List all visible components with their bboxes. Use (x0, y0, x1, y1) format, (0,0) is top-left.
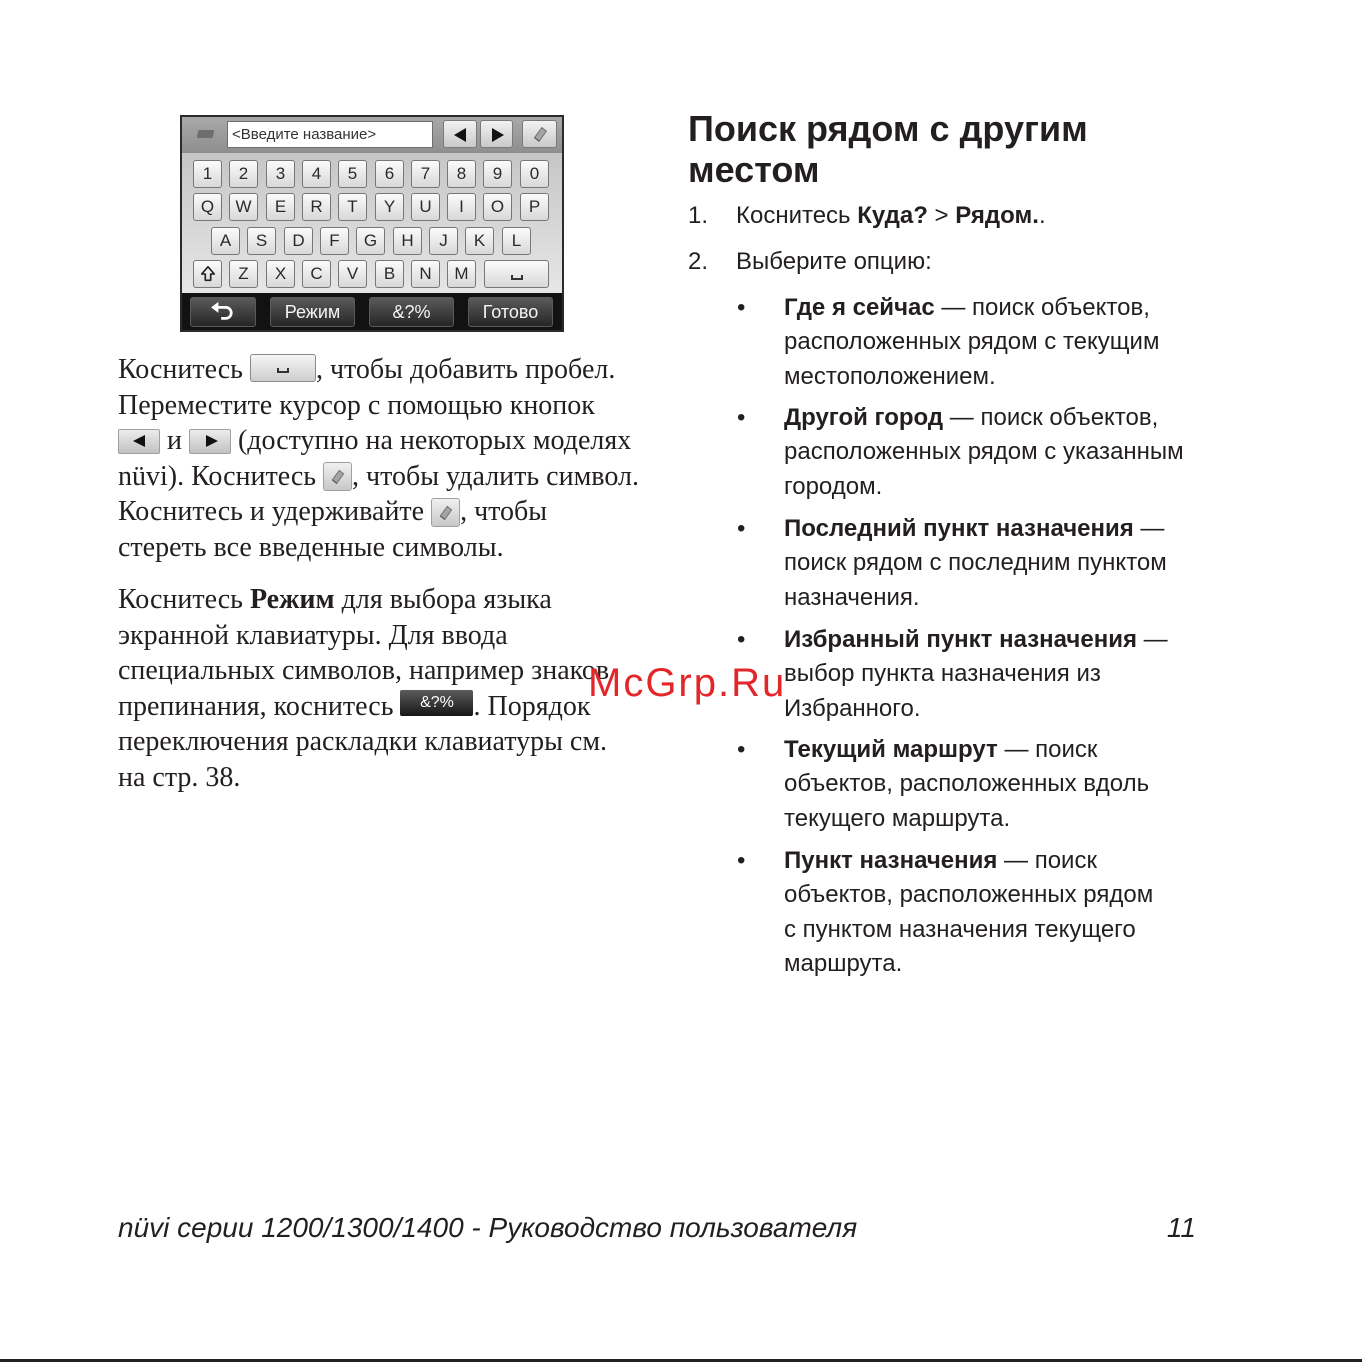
step-1-separator: > (927, 202, 956, 229)
step-number: 2. (688, 248, 709, 275)
bullet-line: с пунктом назначения текущего (784, 915, 1136, 943)
bullet-line (784, 291, 1159, 325)
bullet-marker: • (737, 515, 746, 542)
bullet-destination (688, 844, 1153, 981)
bullet-line (784, 844, 1153, 878)
key-3: 3 (266, 160, 295, 188)
key-w: W (229, 193, 258, 221)
keyboard-bottom-bar (182, 293, 562, 330)
bullet-line (784, 512, 1167, 546)
para1-line3 (118, 423, 639, 459)
key-b: B (375, 260, 404, 288)
key-a: A (211, 227, 240, 255)
watermark: McGrp.Ru (588, 661, 787, 705)
para2-line4 (118, 689, 609, 725)
keyboard-screenshot (180, 115, 564, 332)
bullet-term: Где я сейчас (784, 294, 935, 321)
para2-line4-start: препинания, коснитесь (118, 690, 401, 722)
space-key-icon (250, 354, 316, 382)
step-1-touch: Коснитесь (736, 202, 858, 229)
key-q: Q (193, 193, 222, 221)
para2-line4-end: . Порядок (473, 690, 591, 722)
key-4: 4 (302, 160, 331, 188)
bullet-term: Другой город (784, 404, 944, 431)
bullet-line: назначения. (784, 583, 920, 611)
key-i: I (447, 193, 476, 221)
bullet-desc: — поиск объектов, (934, 294, 1150, 321)
bullet-line: маршрута. (784, 949, 903, 977)
bullet-line (784, 733, 1149, 767)
key-e: E (266, 193, 295, 221)
delete-button (522, 120, 557, 148)
key-n: N (411, 260, 440, 288)
para1-line4-end: , чтобы удалить символ. (352, 460, 639, 492)
bullet-marker: • (737, 404, 746, 431)
key-y: Y (375, 193, 404, 221)
para2-line6: на стр. 38. (118, 761, 241, 793)
bullet-marker: • (737, 294, 746, 321)
key-h: H (393, 227, 422, 255)
section-heading: Поиск рядом с другим местом (688, 108, 1088, 190)
paragraph-keyboard-mode (118, 582, 609, 796)
right-arrow-icon (492, 128, 504, 142)
cursor-right-button (480, 120, 513, 148)
key-u: U (411, 193, 440, 221)
para1-line4 (118, 459, 639, 495)
delete-icon (431, 498, 460, 527)
bullet-line: поиск рядом с последним пунктом (784, 549, 1167, 577)
key-1: 1 (193, 160, 222, 188)
left-arrow-icon (454, 128, 466, 142)
bullet-desc: — поиск (997, 847, 1097, 874)
key-5: 5 (338, 160, 367, 188)
key-k: K (465, 227, 494, 255)
key-j: J (429, 227, 458, 255)
para2-line1-start: Коснитесь (118, 584, 250, 615)
step-1-text (736, 199, 1046, 233)
key-s: S (247, 227, 276, 255)
key-o: O (483, 193, 512, 221)
bullet-term: Текущий маршрут (784, 736, 998, 763)
keyboard-keys-area (182, 153, 562, 293)
para1-line5 (118, 494, 639, 530)
page-number: 11 (1166, 1212, 1196, 1243)
para2-line1-end: для выбора языка (334, 584, 552, 615)
mode-button: Режим (270, 297, 355, 327)
bullet-desc: — (1133, 515, 1165, 542)
keyboard-icon (195, 127, 215, 141)
key-c: C (302, 260, 331, 288)
bullet-desc: — поиск объектов, (943, 404, 1159, 431)
key-x: X (266, 260, 295, 288)
key-9: 9 (483, 160, 512, 188)
para2-line5: переключения раскладки клавиатуры см. (118, 726, 608, 758)
bullet-other-city (688, 401, 1184, 504)
para2-line1 (118, 582, 609, 618)
para2-line3: специальных символов, например знаков (118, 655, 610, 687)
step-1 (688, 199, 1046, 233)
bullet-term: Избранный пункт назначения (784, 626, 1137, 653)
back-arrow-icon (209, 301, 237, 323)
key-f: F (320, 227, 349, 255)
space-icon (511, 275, 523, 280)
bullet-desc: — (1136, 626, 1168, 653)
step-number: 1. (688, 202, 709, 229)
name-input: <Введите название> (227, 121, 433, 148)
back-button (190, 297, 256, 327)
key-7: 7 (411, 160, 440, 188)
bullet-line: расположенных рядом с указанным (784, 438, 1184, 466)
right-arrow-icon (189, 429, 231, 454)
step-2-text: Выберите опцию: (736, 248, 932, 275)
shift-key (193, 260, 222, 288)
bullet-line: местоположением. (784, 362, 996, 390)
key-r: R (302, 193, 331, 221)
para1-line4-start: nüvi). Коснитесь (118, 460, 324, 492)
para1-line1 (118, 352, 639, 388)
para2-mode-term: Режим (249, 584, 335, 615)
bullet-desc: — поиск (997, 736, 1098, 763)
bullet-line: текущего маршрута. (784, 804, 1011, 832)
key-g: G (356, 227, 385, 255)
key-d: D (284, 227, 313, 255)
bullet-marker: • (737, 847, 746, 874)
keyboard-top-bar (182, 117, 562, 153)
step-2 (688, 245, 932, 279)
step-1-where-to: Куда? (857, 202, 928, 229)
key-p: P (520, 193, 549, 221)
key-0: 0 (520, 160, 549, 188)
delete-icon (529, 123, 551, 145)
key-6: 6 (375, 160, 404, 188)
para1-line3-end: (доступно на некоторых моделях (230, 425, 632, 457)
footer-title: nüvi серии 1200/1300/1400 - Руководство пользователя (118, 1212, 858, 1243)
bullet-line: объектов, расположенных вдоль (784, 770, 1150, 798)
bullet-line (784, 623, 1168, 657)
left-arrow-icon (118, 429, 160, 454)
step-1-period: . (1038, 202, 1046, 229)
bullet-where-i-am (688, 291, 1159, 394)
bullet-line: Избранного. (784, 694, 921, 722)
bullet-current-route (688, 733, 1149, 836)
space-key (484, 260, 549, 288)
para1-line5-end: , чтобы (460, 496, 548, 528)
bullet-last-destination (688, 512, 1167, 615)
key-l: L (502, 227, 531, 255)
delete-icon (323, 462, 352, 491)
key-z: Z (229, 260, 258, 288)
key-v: V (338, 260, 367, 288)
para1-line3-and: и (160, 425, 189, 457)
key-2: 2 (229, 160, 258, 188)
bullet-line: расположенных рядом с текущим (784, 328, 1160, 356)
bullet-marker: • (737, 626, 746, 653)
bullet-line: объектов, расположенных рядом (784, 881, 1154, 909)
step-1-near: Рядом. (955, 202, 1039, 229)
cursor-left-button (443, 120, 477, 148)
symbols-button-icon: &?% (400, 690, 473, 716)
key-m: M (447, 260, 476, 288)
bullet-term: Пункт назначения (784, 847, 998, 874)
para1-line2: Переместите курсор с помощью кнопок (118, 389, 595, 421)
para1-line1-end: , чтобы добавить пробел. (315, 354, 616, 385)
para1-line5-start: Коснитесь и удерживайте (118, 496, 432, 528)
key-t: T (338, 193, 367, 221)
done-button: Готово (468, 297, 553, 327)
symbols-button: &?% (369, 297, 454, 327)
paragraph-text-editing (118, 352, 639, 566)
bullet-marker: • (737, 736, 746, 763)
shift-icon (199, 265, 217, 283)
bullet-line: выбор пункта назначения из (784, 660, 1101, 688)
para1-line6: стереть все введенные символы. (118, 531, 504, 563)
para1-line1-start: Коснитесь (118, 354, 250, 385)
bullet-term: Последний пункт назначения (784, 515, 1134, 542)
para2-line2: экранной клавиатуры. Для ввода (118, 619, 508, 651)
key-8: 8 (447, 160, 476, 188)
bullet-line: городом. (784, 472, 883, 500)
bullet-line (784, 401, 1184, 435)
